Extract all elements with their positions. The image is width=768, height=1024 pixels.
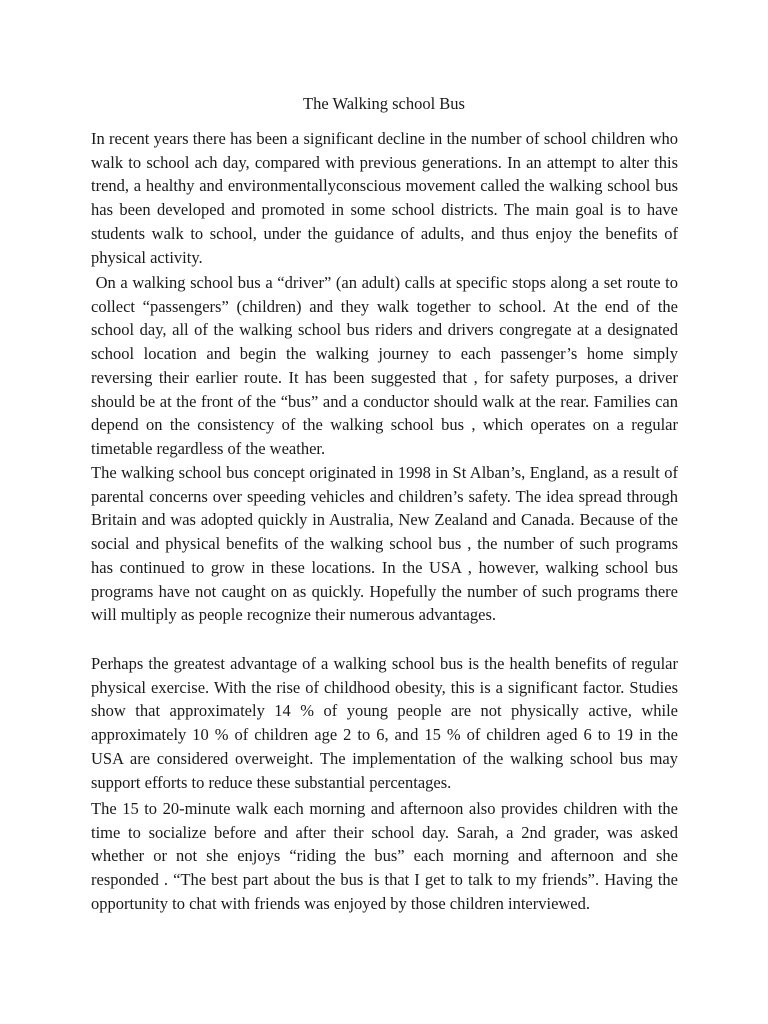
- paragraph-socializing: The 15 to 20-minute walk each morning and afternoon also provides children with the time to socialize before and after their school day. Sarah, a 2nd grader, was asked whether or not she enjoys “riding the bus” each morning and afternoon and she responded . “The best part about the bus is that I get to talk to my friends”. Having the opportunity to chat with friends was enjoyed by those children interviewed.: [91, 799, 678, 913]
- paragraph-how-it-works: On a walking school bus a “driver” (an adult) calls at specific stops along a set route to collect “passengers” (children) and they walk together to school. At the end of the school day, all of the walking school bus riders and drivers congregate at a designated school location and begin the walking journey to each passenger’s home simply reversing their earlier route. It has been suggested that , for safety purposes, a driver should be at the front of the “bus” and a conductor should walk at the rear. Families can depend on the consistency of the walking school bus , which operates on a regular timetable regardless of the weather.: [91, 273, 678, 458]
- paragraph-decline: In recent years there has been a significant decline in the number of school children who walk to school ach day, compared with previous generations. In an attempt to alter this trend, a healthy and environmentallyconscious movement called the walking school bus has been developed and promoted in some school districts. The main goal is to have students walk to school, under the guidance of adults, and thus enjoy the benefits of physical activity.: [91, 129, 678, 267]
- paragraph-health-benefits: Perhaps the greatest advantage of a walking school bus is the health benefits of regular physical exercise. With the rise of childhood obesity, this is a significant factor. Studies show that approximately 14 % of young people are not physically active, while approximately 10 % of children age 2 to 6, and 15 % of children aged 6 to 19 in the USA are considered overweight. The implementation of the walking school bus may support efforts to reduce these substantial percentages.: [91, 654, 678, 792]
- paragraph-origin: The walking school bus concept originated in 1998 in St Alban’s, England, as a result of parental concerns over speeding vehicles and children’s safety. The idea spread through Britain and was adopted quickly in Australia, New Zealand and Canada. Because of the social and physical benefits of the walking school bus , the number of such programs has continued to grow in these locations. In the USA , however, walking school bus programs have not caught on as quickly. Hopefully the number of such programs there will multiply as people recognize their numerous advantages.: [91, 463, 678, 625]
- document-title: The Walking school Bus: [303, 94, 465, 113]
